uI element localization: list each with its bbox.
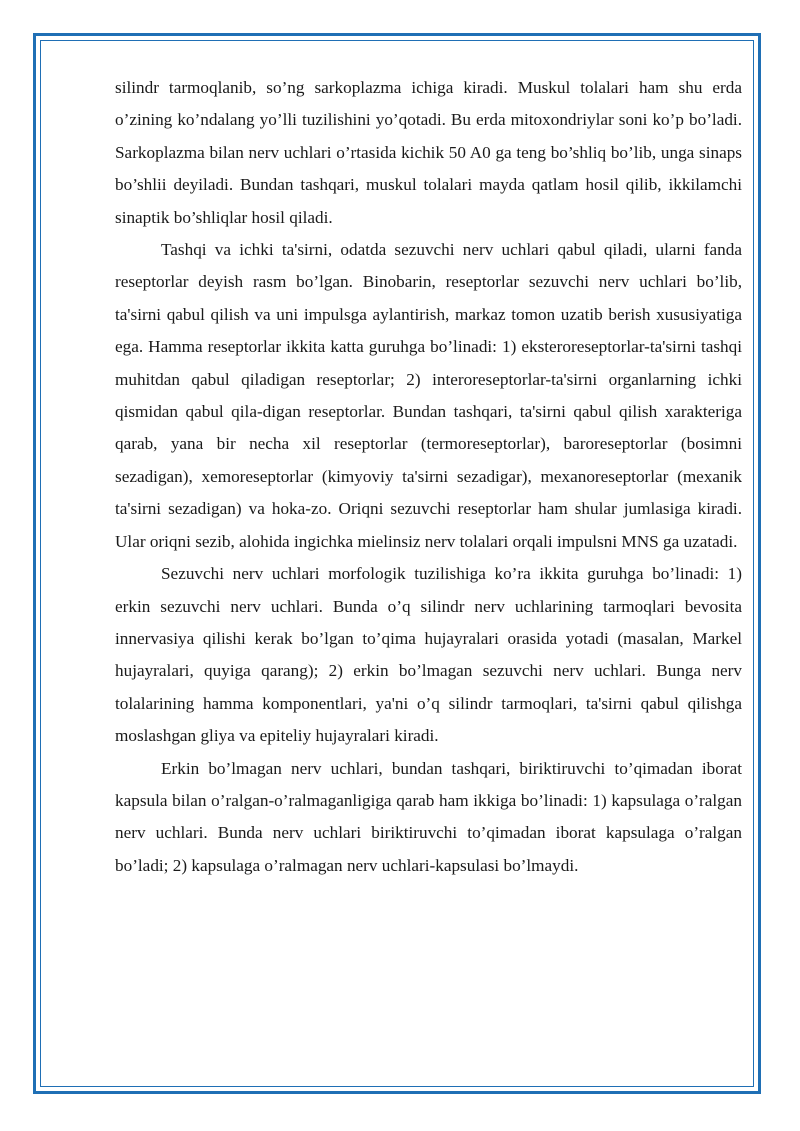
document-body	[115, 72, 742, 882]
paragraph-capsule-endings: Erkin bo’lmagan nerv uchlari, bundan tashqari, biriktiruvchi to’qimadan iborat kapsula bilan o’ralgan-o’ralmaganligiga qarab ham ikkiga bo’linadi: 1) kapsulaga o’ralgan nerv uchlari. Bunda nerv uchlari biriktiruvchi to’qimadan iborat kapsulaga o’ralgan bo’ladi; 2) kapsulaga o’ralmagan nerv uchlari-kapsulasi bo’lmaydi.	[115, 758, 742, 875]
paragraph-receptors: Tashqi va ichki ta'sirni, odatda sezuvchi nerv uchlari qabul qiladi, ularni fanda reseptorlar deyish rasm bo’lgan. Binobarin, reseptorlar sezuvchi nerv uchlari bo’lib, ta'sirni qabul qilish va uni impulsga aylantirish, markaz tomon uzatib berish xususiyatiga ega. Hamma reseptorlar ikkita katta guruhga bo’linadi: 1) eksteroreseptorlar-ta'sirni tashqi muhitdan qabul qiladigan reseptorlar; 2) interoreseptorlar-ta'sirni organlarning ichki qismidan qabul qila-digan reseptorlar. Bundan tashqari, ta'sirni qabul qilish xarakteriga qarab, yana bir necha xil reseptorlar (termoreseptorlar), baroreseptorlar (bosimni sezadigan), xemoreseptorlar (kimyoviy ta'sirni sezadigar), mexanoreseptorlar (mexanik ta'sirni sezadigan) va hoka-zo. Oriqni sezuvchi reseptorlar ham shular jumlasiga kiradi. Ular oriqni sezib, alohida ingichka mielinsiz nerv tolalari orqali impulsni MNS ga uzatadi.	[115, 240, 742, 551]
paragraph-sensory-endings: Sezuvchi nerv uchlari morfologik tuzilishiga ko’ra ikkita guruhga bo’linadi: 1) erkin sezuvchi nerv uchlari. Bunda o’q silindr nerv uchlarining tarmoqlari bevosita innervasiya qilishi kerak bo’lgan to’qima hujayralari orasida yotadi (masalan, Markel hujayralari, quyiga qarang); 2) erkin bo’lmagan sezuvchi nerv uchlari. Bunga nerv tolalarining hamma komponentlari, ya'ni o’q silindr tarmoqlari, ta'sirni qabul qilishga moslashgan gliya va epiteliy hujayralari kiradi.	[115, 564, 742, 746]
paragraph-continuation: silindr tarmoqlanib, so’ng sarkoplazma ichiga kiradi. Muskul tolalari ham shu erda o’zining ko’ndalang yo’lli tuzilishini yo’qotadi. Bu erda mitoxondriylar soni ko’p bo’ladi. Sarkoplazma bilan nerv uchlari o’rtasida kichik 50 A0 ga teng bo’shliq bo’lib, unga sinaps bo’shlii deyiladi. Bundan tashqari, muskul tolalari mayda qatlam hosil qilib, ikkilamchi sinaptik bo’shliqlar hosil qiladi.	[115, 78, 742, 227]
